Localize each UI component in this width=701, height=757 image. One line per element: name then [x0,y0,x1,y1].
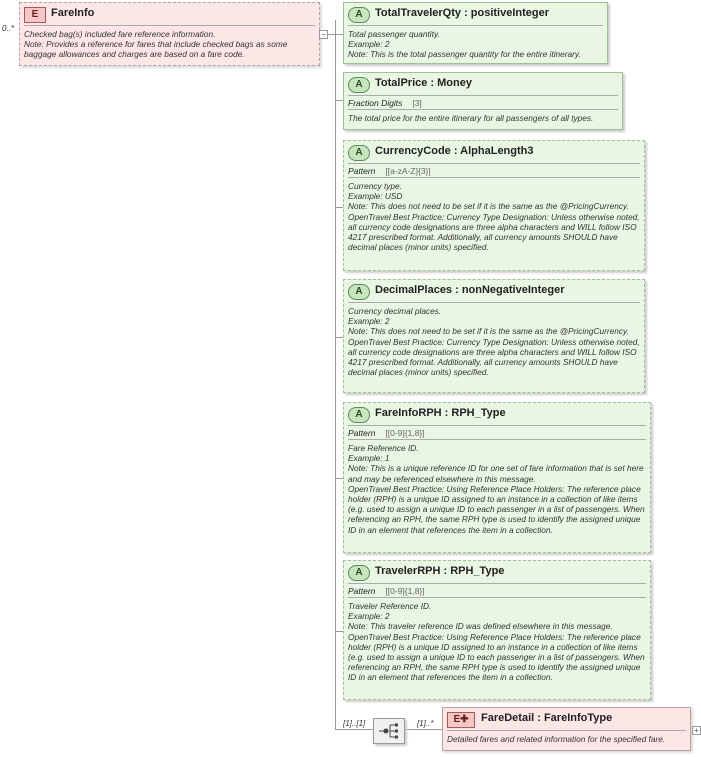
attribute-header [344,280,644,302]
facet-value: [[0-9]{1,8}] [385,586,425,596]
doc-line: Note: This does not need to be set if it is the same as the @PricingCurrency. [348,201,629,212]
fare-detail-title: FareDetail : FareInfoType [481,712,613,724]
attribute-fare-info-rph[interactable] [343,402,651,553]
attribute-title: DecimalPlaces : nonNegativeInteger [375,284,565,296]
doc-line: Fare Reference ID. [348,443,419,453]
doc-line: Example: USD [348,191,403,202]
attribute-badge: A [348,145,370,161]
facet-value: [3] [412,98,422,108]
attribute-header [344,561,650,583]
attribute-facet [344,584,650,597]
attribute-doc [344,303,644,379]
connector-attr-2 [335,100,343,101]
facet-value: [[0-9]{1,8}] [385,428,425,438]
fare-info-header [20,3,319,25]
attribute-doc [344,178,644,254]
attribute-facet [344,426,650,439]
doc-line: The total price for the entire itinerary for all passengers of all types. [348,113,594,123]
connector-fare-detail [403,729,442,730]
connector-attr-5 [335,478,343,479]
attribute-doc [344,598,650,685]
sequence-compositor[interactable] [373,718,405,744]
doc-line: Example: 2 [348,611,390,622]
doc-line: Note: Provides a reference for fares that include checked bags as some baggage allowances and charges are based on a fare code. [24,39,288,60]
facet-name: Pattern [348,166,376,176]
connector-sequence [335,729,373,730]
attribute-header [344,403,650,425]
doc-line: Traveler Reference ID. [348,601,432,611]
doc-line: Checked bag(s) included fare reference information. [24,29,216,39]
fare-detail-doc: Detailed fares and related information for the specified fare. [447,734,666,744]
connector-trunk [335,20,336,729]
attribute-badge: A [348,7,370,23]
fare-info-title: FareInfo [51,7,95,19]
attribute-badge: A [348,77,370,93]
doc-line: Example: 2 [348,316,390,327]
attribute-title: TravelerRPH : RPH_Type [375,565,505,577]
facet-name: Pattern [348,586,376,596]
doc-line: OpenTravel Best Practice: Using Reference Place Holders: The reference place holder (RPH) is a unique ID assigned to an instance in a collection of like items (e.g. used to assign a unique ID to each passenger in a list of passengers. When referencing an RPH, the same RPH type is used to identify the assigned unique ID in an element that references the item in a collection. [348,483,645,535]
attribute-decimal-places[interactable] [343,279,645,393]
attribute-doc [344,440,650,537]
attribute-traveler-rph[interactable] [343,560,651,700]
fare-detail-header [443,708,690,730]
doc-line: Note: This does not need to be set if it is the same as the @PricingCurrency. [348,326,629,337]
attribute-title: CurrencyCode : AlphaLength3 [375,145,534,157]
attribute-total-price[interactable] [343,72,623,130]
sequence-icon [374,719,404,743]
attribute-title: TotalTravelerQty : positiveInteger [375,7,550,19]
doc-line: Note: This traveler reference ID was defined elsewhere in this message. [348,621,613,632]
fare-info-element[interactable] [19,2,320,66]
facet-value: [[a-zA-Z]{3}] [385,166,431,176]
element-badge: E✚ [447,712,475,728]
facet-name: Pattern [348,428,376,438]
attribute-title: FareInfoRPH : RPH_Type [375,407,506,419]
connector-attr-3 [335,207,343,208]
expand-toggle[interactable]: + [692,726,701,735]
attribute-doc [344,110,622,125]
fare-detail-element[interactable] [442,707,691,751]
fare-info-doc [20,26,319,62]
doc-line: Currency type. [348,181,402,191]
doc-line: OpenTravel Best Practice: Using Reference Place Holders: The reference place holder (RPH) is a unique ID assigned to an instance in a collection of like items (e.g. used to assign a unique ID to each passenger in a list of passengers. When referencing an RPH, the same RPH type is used to identify the assigned unique ID in an element that references the item in a collection. [348,631,645,683]
connector-attr-4 [335,337,343,338]
attribute-badge: A [348,284,370,300]
facet-name: Fraction Digits [348,98,403,108]
fare-info-cardinality: 0..* [2,24,15,33]
collapse-toggle[interactable]: − [319,30,328,39]
attribute-badge: A [348,407,370,423]
sequence-cardinality: [1]..[1] [343,719,366,728]
attribute-header [344,3,607,25]
attribute-title: TotalPrice : Money [375,77,472,89]
doc-line: Note: This is the total passenger quantity for the entire itinerary. [348,49,581,60]
attribute-header [344,73,622,95]
doc-line: OpenTravel Best Practice: Currency Type Designation: Unless otherwise noted, all currency code designations are three alpha characters and WILL follow ISO 4217 prescribed format. Additionally, all currency amounts SHOULD have decimal places (minor units) specified. [348,211,640,253]
doc-line: Example: 1 [348,453,390,464]
fare-detail-cardinality: [1]..* [417,719,434,728]
attribute-currency-code[interactable] [343,140,645,271]
attribute-header [344,141,644,163]
doc-line: Currency decimal places. [348,306,442,316]
doc-line: OpenTravel Best Practice: Currency Type Designation: Unless otherwise noted, all currency code designations are three alpha characters and WILL follow ISO 4217 prescribed format. Additionally, all currency amounts SHOULD have decimal places (minor units) specified. [348,336,640,378]
attribute-doc [344,26,607,62]
doc-line: Example: 2 [348,39,390,50]
attribute-badge: A [348,565,370,581]
doc-line: Total passenger quantity. [348,29,440,39]
attribute-total-traveler-qty[interactable] [343,2,608,64]
attribute-facet [344,96,622,109]
connector-attr-6 [335,631,343,632]
doc-line: Note: This is a unique reference ID for one set of fare information that is set here and may be referenced elsewhere in this message. [348,463,644,484]
element-badge: E [24,7,46,23]
attribute-facet [344,164,644,177]
